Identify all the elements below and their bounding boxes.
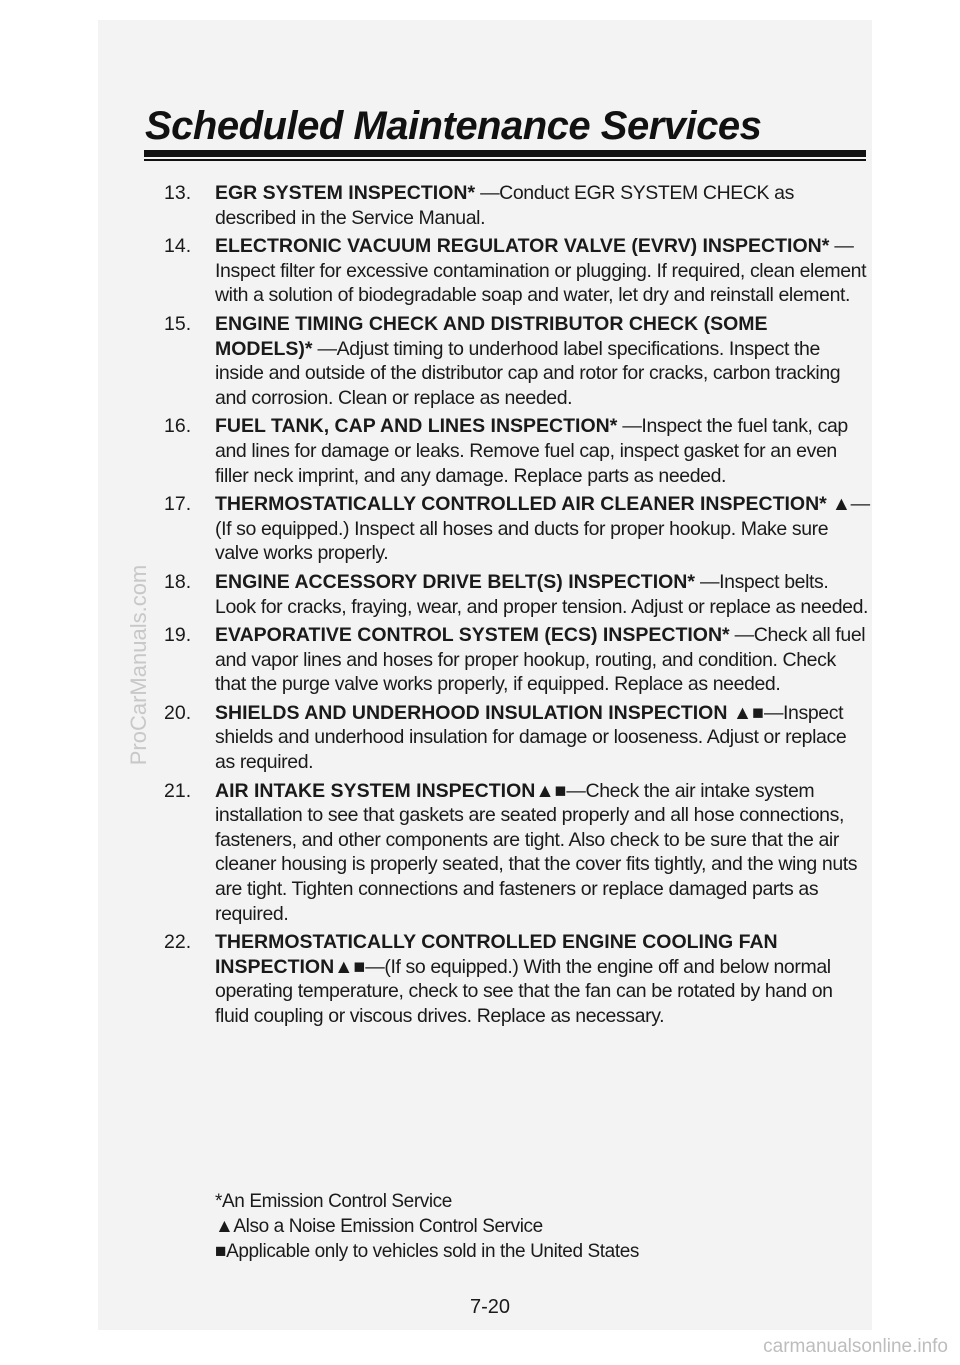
item-heading: ENGINE TIMING CHECK AND DISTRIBUTOR CHECK (SOME MODELS)* (215, 312, 768, 360)
item-number: 22. (164, 931, 192, 954)
item-heading: ELECTRONIC VACUUM REGULATOR VALVE (EVRV) INSPECTION* (215, 235, 830, 258)
footnote-us-only: ■Applicable only to vehicles sold in the United States (215, 1241, 639, 1262)
title-rule (144, 150, 866, 157)
item-body: ▲—(If so equipped.) Inspect all hoses and ducts for proper hookup. Make sure valve works properly. (215, 493, 870, 565)
side-watermark: ProCarManuals.com (126, 564, 151, 766)
list-item (164, 570, 870, 619)
maintenance-list (164, 181, 870, 1033)
item-body: —Adjust timing to underhood label specifications. Inspect the inside and outside of the distributor cap and rotor for cracks, carbon tracking and corrosion. Clean or replace as needed. (215, 337, 841, 409)
list-item (164, 701, 870, 775)
item-heading: EGR SYSTEM INSPECTION* (215, 182, 476, 204)
list-item (164, 492, 870, 566)
page-title: Scheduled Maintenance Services (145, 104, 762, 148)
footnote-emission: *An Emission Control Service (215, 1191, 452, 1212)
item-body: —Inspect filter for excessive contamination or plugging. If required, clean element with a solution of biodegradable soap and water, let dry and reinstall element. (215, 235, 867, 307)
item-body: —Inspect belts. Look for cracks, fraying, wear, and proper tension. Adjust or replace as needed. (215, 570, 869, 618)
item-body: —Inspect the fuel tank, cap and lines for damage or leaks. Remove fuel cap, inspect gasket for an even filler neck imprint, and any damage. Replace parts as needed. (215, 415, 848, 487)
item-number: 14. (164, 235, 192, 258)
list-item (164, 779, 870, 927)
item-number: 17. (164, 493, 192, 516)
list-item (164, 234, 870, 308)
item-number: 15. (164, 312, 192, 335)
item-number: 21. (164, 779, 192, 802)
list-item (164, 930, 870, 1028)
item-body: —Check all fuel and vapor lines and hoses for proper hookup, routing, and condition. Check that the purge valve works properly, if equipped. Replace as needed. (215, 624, 866, 696)
item-number: 13. (164, 182, 192, 204)
footnote-noise: ▲Also a Noise Emission Control Service (215, 1216, 543, 1237)
item-heading: THERMOSTATICALLY CONTROLLED AIR CLEANER INSPECTION* (215, 493, 827, 516)
item-heading: THERMOSTATICALLY CONTROLLED ENGINE COOLING FAN INSPECTION▲■ (215, 931, 778, 978)
bottom-watermark: carmanualsonline.info (763, 1336, 948, 1357)
page-number: 7-20 (470, 1296, 511, 1318)
item-body: —Conduct EGR SYSTEM CHECK as described in the Service Manual. (215, 182, 794, 229)
item-body: —Check the air intake system installation to see that gaskets are seated properly and all hose connections, fasteners, and other components are tight. Also check to be sure that the air cleaner housing is properly seated, that the cover fits tightly, and the wing nuts are tight. Tighten connections and fasteners or replace damaged parts as required. (215, 779, 858, 925)
list-item (164, 312, 870, 410)
item-heading: EVAPORATIVE CONTROL SYSTEM (ECS) INSPECTION* (215, 624, 730, 647)
list-item (164, 414, 870, 488)
item-body: —Inspect shields and underhood insulation for damage or looseness. Adjust or replace as required. (215, 701, 847, 774)
item-number: 18. (164, 570, 192, 593)
footnotes (215, 1189, 639, 1264)
item-heading: SHIELDS AND UNDERHOOD INSULATION INSPECTION ▲■ (215, 701, 764, 724)
item-number: 20. (164, 701, 192, 724)
item-heading: ENGINE ACCESSORY DRIVE BELT(S) INSPECTION* (215, 570, 695, 593)
item-heading: AIR INTAKE SYSTEM INSPECTION▲■ (215, 779, 567, 802)
item-body: —(If so equipped.) With the engine off and below normal operating temperature, check to see that the fan can be rotated by hand on fluid coupling or viscous drives. Replace as necessary. (215, 955, 833, 1027)
list-item (164, 181, 870, 230)
list-item (164, 623, 870, 697)
title-rule-thin (144, 159, 866, 161)
item-number: 16. (164, 415, 192, 438)
item-heading: FUEL TANK, CAP AND LINES INSPECTION* (215, 415, 618, 438)
item-number: 19. (164, 624, 192, 647)
